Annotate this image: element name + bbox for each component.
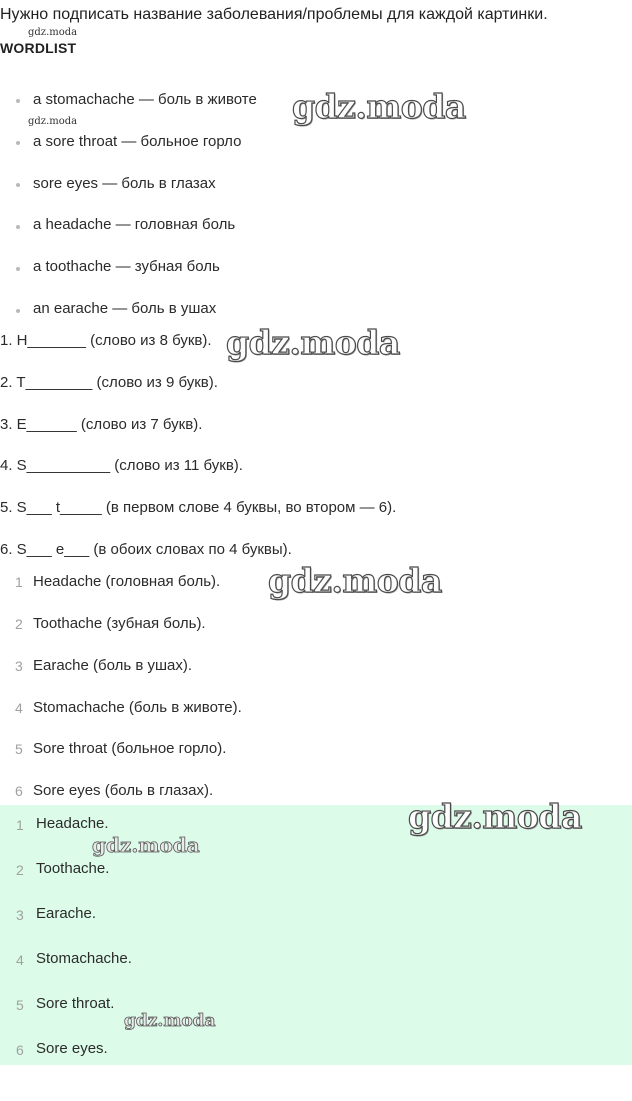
wordlist-item: a sore throat — больное горло [33,133,242,150]
task-title: Нужно подписать название заболевания/проблемы для каждой картинки. [0,6,548,23]
wordlist-heading: WORDLIST [0,40,77,56]
bullet-icon [16,267,20,271]
wordlist-item: a stomachache — боль в животе [33,91,257,108]
watermark: gdz.moda [124,1011,216,1031]
answer-text: Stomachache. [36,950,132,967]
answer-text: Toothache (зубная боль). [33,615,206,632]
bullet-icon [16,141,20,145]
bullet-icon [16,309,20,313]
answer-number: 2 [15,616,23,632]
wordlist-item: sore eyes — боль в глазах [33,175,216,192]
answer-number: 6 [16,1042,24,1058]
watermark: gdz.moda [226,323,400,362]
answer-text: Sore eyes. [36,1040,108,1057]
clue-item: 4. S__________ (слово из 11 букв). [0,457,243,474]
watermark: gdz.moda [268,561,442,600]
answer-text: Earache. [36,905,97,922]
answer-text: Stomachache (боль в животе). [33,699,242,716]
watermark: gdz.moda [28,27,78,38]
watermark: gdz.moda [92,833,200,857]
watermark: gdz.moda [408,797,582,836]
clue-item: 2. T________ (слово из 9 букв). [0,374,218,391]
answer-text: Sore throat (больное горло). [33,740,227,757]
clue-item: 6. S___ e___ (в обоих словах по 4 буквы). [0,541,292,558]
bullet-icon [16,225,20,229]
answer-number: 4 [15,700,23,716]
answer-number: 2 [16,862,24,878]
answer-number: 6 [15,783,23,799]
bullet-icon [16,99,20,103]
answer-number: 5 [15,741,23,757]
answer-number: 3 [15,658,23,674]
answer-text: Headache. [36,815,109,832]
answer-number: 5 [16,997,24,1013]
answer-number: 1 [15,574,23,590]
answer-text: Earache (боль в ушах). [33,657,193,674]
wordlist-item: a headache — головная боль [33,216,236,233]
bullet-icon [16,183,20,187]
clue-item: 3. E______ (слово из 7 букв). [0,416,203,433]
answer-text: Toothache. [36,860,110,877]
answer-text: Sore eyes (боль в глазах). [33,782,214,799]
answer-number: 3 [16,907,24,923]
clue-item: 1. H_______ (слово из 8 букв). [0,332,212,349]
answer-text: Headache (головная боль). [33,573,221,590]
answer-number: 4 [16,952,24,968]
answer-text: Sore throat. [36,995,115,1012]
clue-item: 5. S___ t_____ (в первом слове 4 буквы, во втором — 6). [0,499,397,516]
watermark: gdz.moda [292,87,466,126]
watermark: gdz.moda [28,116,78,127]
wordlist-item: a toothache — зубная боль [33,258,220,275]
answer-number: 1 [16,817,24,833]
wordlist-item: an earache — боль в ушах [33,300,217,317]
